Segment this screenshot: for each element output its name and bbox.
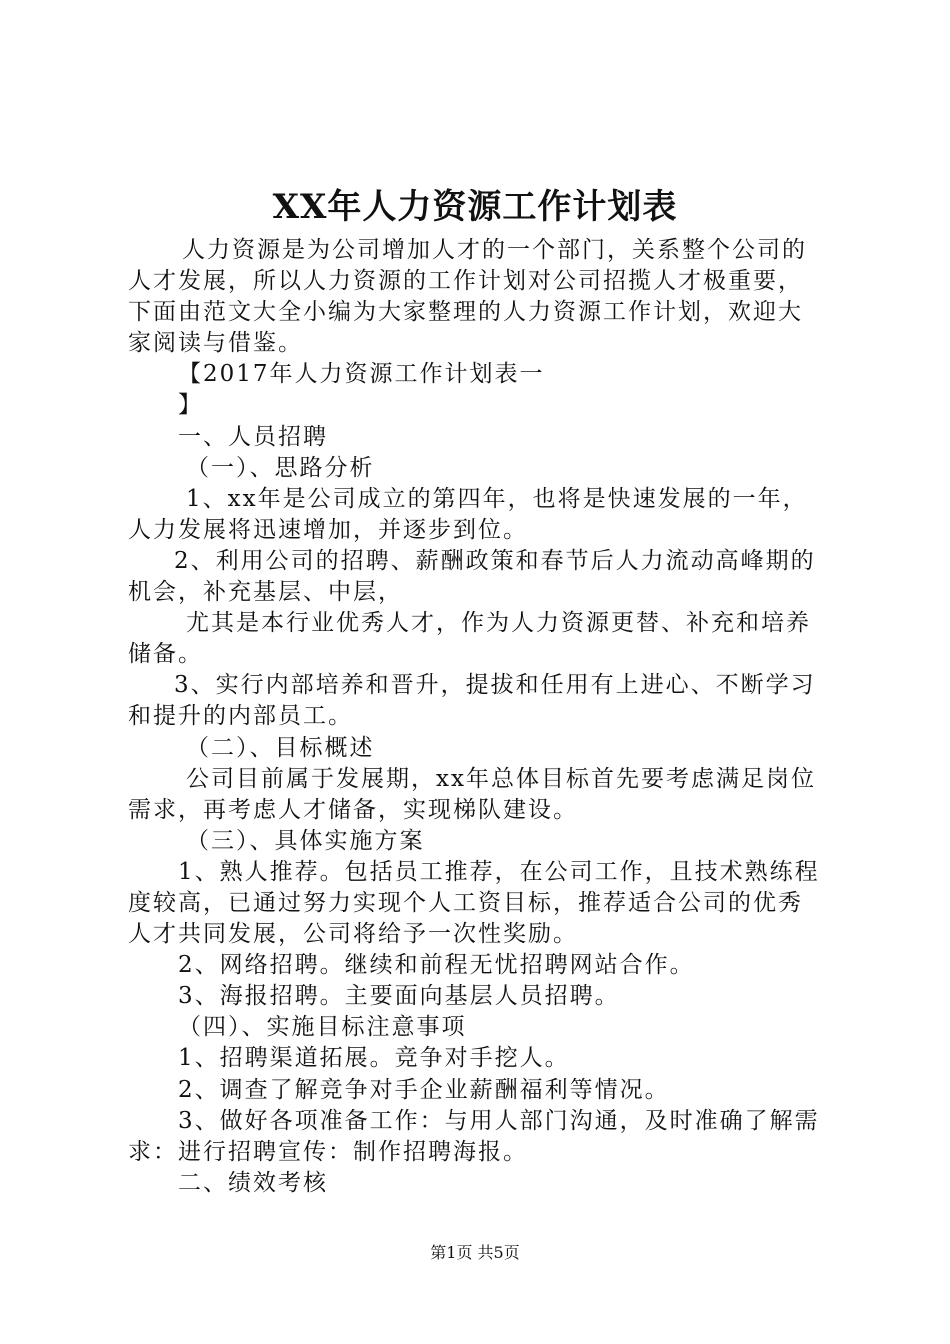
paragraph-line: 1、招聘渠道拓展。竞争对手挖人。 [178,1045,570,1072]
paragraph-line: 和提升的内部员工。 [128,703,353,730]
subsection-heading: （四）、实施目标注意事项 [178,1014,467,1041]
paragraph-line: 度较高，已通过努力实现个人工资目标，推荐适合公司的优秀 [128,889,803,916]
paragraph-line: 下面由范文大全小编为大家整理的人力资源工作计划，欢迎大 [128,299,803,326]
paragraph-line: 家阅读与借鉴。 [128,330,303,357]
document-body [128,235,831,1199]
paragraph-line: 3、做好各项准备工作：与用人部门沟通，及时准确了解需 [178,1107,820,1134]
paragraph-line: 储备。 [128,641,203,668]
paragraph-line: 3、海报招聘。主要面向基层人员招聘。 [178,983,620,1010]
paragraph-line: 公司目前属于发展期，xx年总体目标首先要考虑满足岗位 [186,765,816,792]
section-heading-line: 【2017年人力资源工作计划表一 [178,361,545,388]
paragraph-line: 求：进行招聘宣传：制作招聘海报。 [128,1138,528,1165]
paragraph-line: 1、xx年是公司成立的第四年，也将是快速发展的一年， [186,485,808,512]
paragraph-line: 机会，补充基层、中层， [128,579,403,606]
paragraph-line: 人才发展，所以人力资源的工作计划对公司招揽人才极重要， [128,268,803,295]
subsection-heading: （三）、具体实施方案 [186,827,425,854]
section-heading: 二、绩效考核 [178,1169,328,1196]
paragraph-line: 2、网络招聘。继续和前程无忧招聘网站合作。 [178,952,695,979]
subsection-heading: （二）、目标概述 [186,734,375,761]
paragraph-line: 1、熟人推荐。包括员工推荐，在公司工作，且技术熟练程 [178,858,820,885]
paragraph-line: 人力资源是为公司增加人才的一个部门，关系整个公司的 [182,237,807,263]
paragraph-line: 需求，再考虑人才储备，实现梯队建设。 [128,796,578,823]
paragraph-line: 人才共同发展，公司将给予一次性奖励。 [128,921,578,948]
section-heading-line: 】 [178,392,203,419]
paragraph-line: 2、利用公司的招聘、薪酬政策和春节后人力流动高峰期的 [174,547,816,574]
document-title: XX年人力资源工作计划表 [272,187,678,227]
page-footer: 第1页 共5页 [430,1243,520,1262]
paragraph-line: 3、实行内部培养和晋升，提拔和任用有上进心、不断学习 [174,672,816,699]
paragraph-line: 尤其是本行业优秀人才，作为人力资源更替、补充和培养 [186,610,811,637]
section-heading: 一、人员招聘 [178,423,328,450]
paragraph-line: 2、调查了解竞争对手企业薪酬福利等情况。 [178,1076,670,1103]
subsection-heading: （一）、思路分析 [186,454,375,481]
paragraph-line: 人力发展将迅速增加，并逐步到位。 [128,516,528,543]
